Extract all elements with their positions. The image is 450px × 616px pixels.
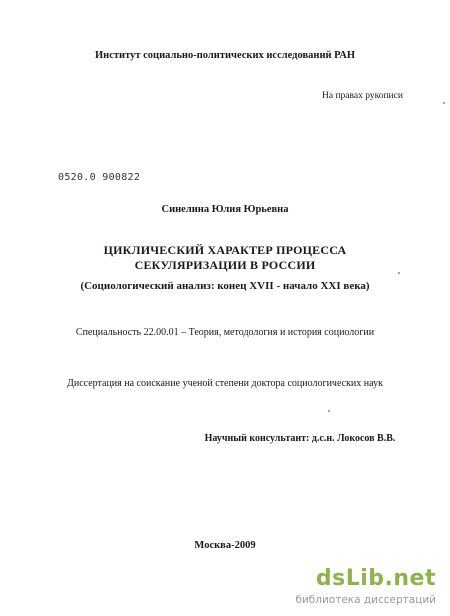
scan-speck (398, 272, 400, 274)
city-year: Москва-2009 (194, 540, 256, 551)
scan-speck (328, 410, 330, 412)
title-line-2: СЕКУЛЯРИЗАЦИИ В РОССИИ (134, 258, 316, 272)
specialty: Специальность 22.00.01 – Теория, методология и история социологии (75, 327, 375, 338)
scientific-consultant: Научный консультант: д.с.н. Локосов В.В. (204, 433, 396, 444)
watermark-logo: dsLib.net (315, 566, 436, 591)
watermark (261, 566, 436, 612)
watermark-caption: библиотека диссертаций (295, 594, 436, 606)
rights-notice: На правах рукописи (322, 91, 403, 101)
author-name: Синелина Юлия Юрьевна (161, 204, 289, 215)
subtitle: (Социологический анализ: конец XVII - начало XXI века) (80, 280, 370, 292)
archive-number: 0520.0 900822 (58, 172, 141, 183)
title-line-1: ЦИКЛИЧЕСКИЙ ХАРАКТЕР ПРОЦЕССА (103, 243, 347, 257)
scan-speck (443, 102, 445, 104)
dissertation-type: Диссертация на соискание ученой степени доктора социологических наук (67, 378, 383, 389)
institute-name: Институт социально-политических исследований РАН (95, 50, 355, 61)
